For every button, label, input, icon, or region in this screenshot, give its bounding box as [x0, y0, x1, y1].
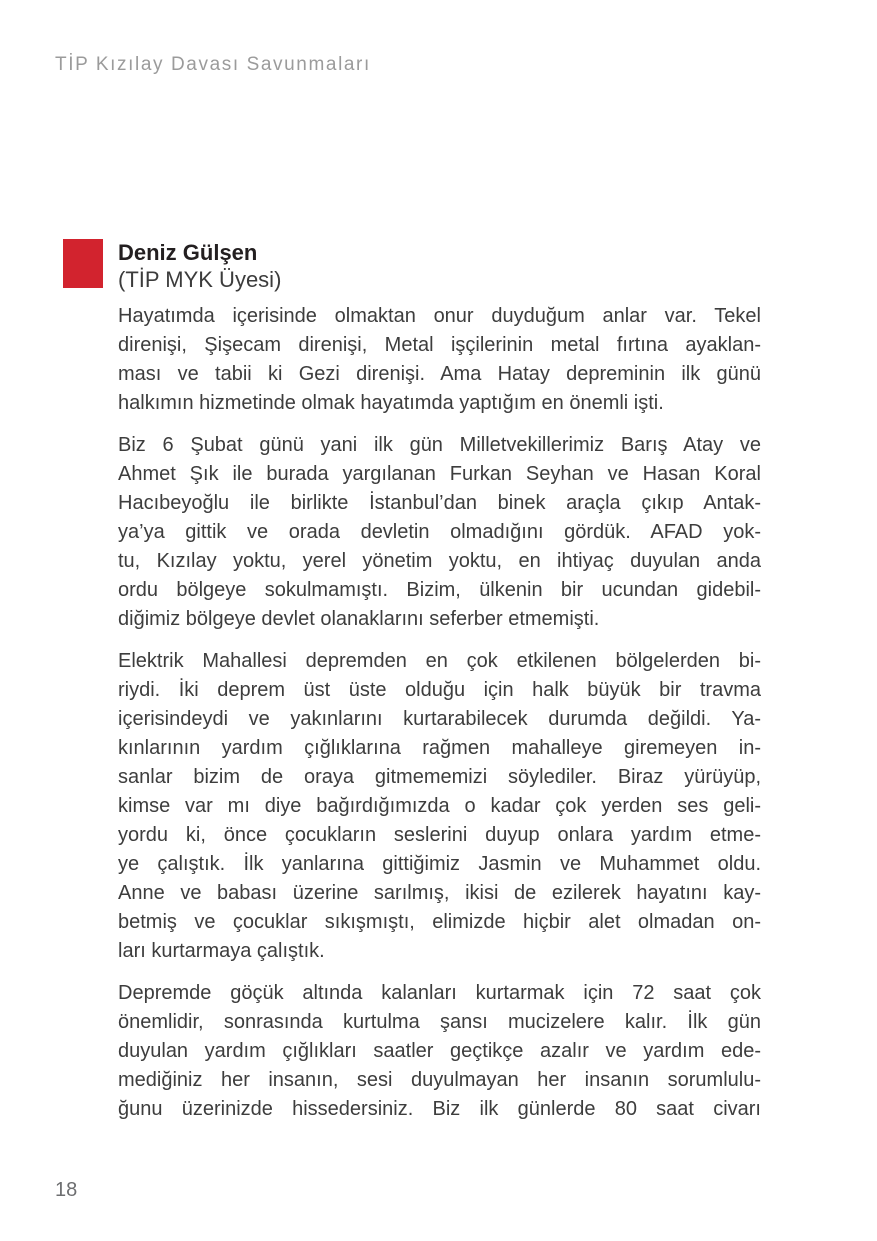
- text-line: direnişi, Şişecam direnişi, Metal işçilerinin metal fırtına ayaklan-: [118, 334, 761, 356]
- page-number: 18: [55, 1179, 78, 1201]
- text-line: riydi. İki deprem üst üste olduğu için halk büyük bir travma: [118, 679, 761, 701]
- speaker-heading: [118, 239, 281, 293]
- text-line: ye çalıştık. İlk yanlarına gittiğimiz Jasmin ve Muhammet oldu.: [118, 853, 761, 875]
- text-line: kınlarının yardım çığlıklarına rağmen mahalleye giremeyen in-: [118, 737, 761, 759]
- speaker-block: [63, 239, 281, 293]
- text-line: tu, Kızılay yoktu, yerel yönetim yoktu, en ihtiyaç duyulan anda: [118, 550, 761, 572]
- text-line: içerisindeydi ve yakınlarını kurtarabilecek durumda değildi. Ya-: [118, 708, 761, 730]
- text-line: ları kurtarmaya çalıştık.: [118, 940, 325, 962]
- text-line: ması ve tabii ki Gezi direnişi. Ama Hatay depreminin ilk günü: [118, 363, 761, 385]
- speaker-marker-square: [63, 239, 103, 288]
- text-line: Hacıbeyoğlu ile birlikte İstanbul’dan binek araçla çıkıp Antak-: [118, 492, 761, 514]
- paragraph: [118, 302, 761, 418]
- text-line: ğunu üzerinizde hissedersiniz. Biz ilk günlerde 80 saat civarı: [118, 1098, 761, 1120]
- text-line: yordu ki, önce çocukların seslerini duyup onlara yardım etme-: [118, 824, 761, 846]
- text-line: Ahmet Şık ile burada yargılanan Furkan Seyhan ve Hasan Koral: [118, 463, 761, 485]
- text-line: Anne ve babası üzerine sarılmış, ikisi de ezilerek hayatını kay-: [118, 882, 761, 904]
- text-line: betmiş ve çocuklar sıkışmıştı, elimizde hiçbir alet olmadan on-: [118, 911, 761, 933]
- text-line: diğimiz bölgeye devlet olanaklarını seferber etmemişti.: [118, 608, 600, 630]
- paragraph: [118, 431, 761, 634]
- text-line: sanlar bizim de oraya gitmememizi söylediler. Biraz yürüyüp,: [118, 766, 761, 788]
- text-line: Hayatımda içerisinde olmaktan onur duyduğum anlar var. Tekel: [118, 305, 761, 327]
- paragraph: [118, 979, 761, 1124]
- text-line: kimse var mı diye bağırdığımızda o kadar çok yerden ses geli-: [118, 795, 761, 817]
- text-line: ya’ya gittik ve orada devletin olmadığını gördük. AFAD yok-: [118, 521, 761, 543]
- text-line: halkımın hizmetinde olmak hayatımda yaptığım en önemli işti.: [118, 392, 664, 414]
- text-line: mediğiniz her insanın, sesi duyulmayan her insanın sorumlulu-: [118, 1069, 761, 1091]
- text-line: Elektrik Mahallesi depremden en çok etkilenen bölgelerden bi-: [118, 650, 761, 672]
- speaker-name: Deniz Gülşen: [118, 240, 258, 265]
- text-line: duyulan yardım çığlıkları saatler geçtikçe azalır ve yardım ede-: [118, 1040, 761, 1062]
- text-line: ordu bölgeye sokulmamıştı. Bizim, ülkenin bir ucundan gidebil-: [118, 579, 761, 601]
- speaker-role: (TİP MYK Üyesi): [118, 267, 282, 292]
- paragraph: [118, 647, 761, 966]
- text-line: Biz 6 Şubat günü yani ilk gün Milletvekillerimiz Barış Atay ve: [118, 434, 761, 456]
- text-line: önemlidir, sonrasında kurtulma şansı mucizelere kalır. İlk gün: [118, 1011, 761, 1033]
- running-header: TİP Kızılay Davası Savunmaları: [55, 54, 371, 75]
- text-line: Depremde göçük altında kalanları kurtarmak için 72 saat çok: [118, 982, 761, 1004]
- body-text: [118, 302, 761, 1137]
